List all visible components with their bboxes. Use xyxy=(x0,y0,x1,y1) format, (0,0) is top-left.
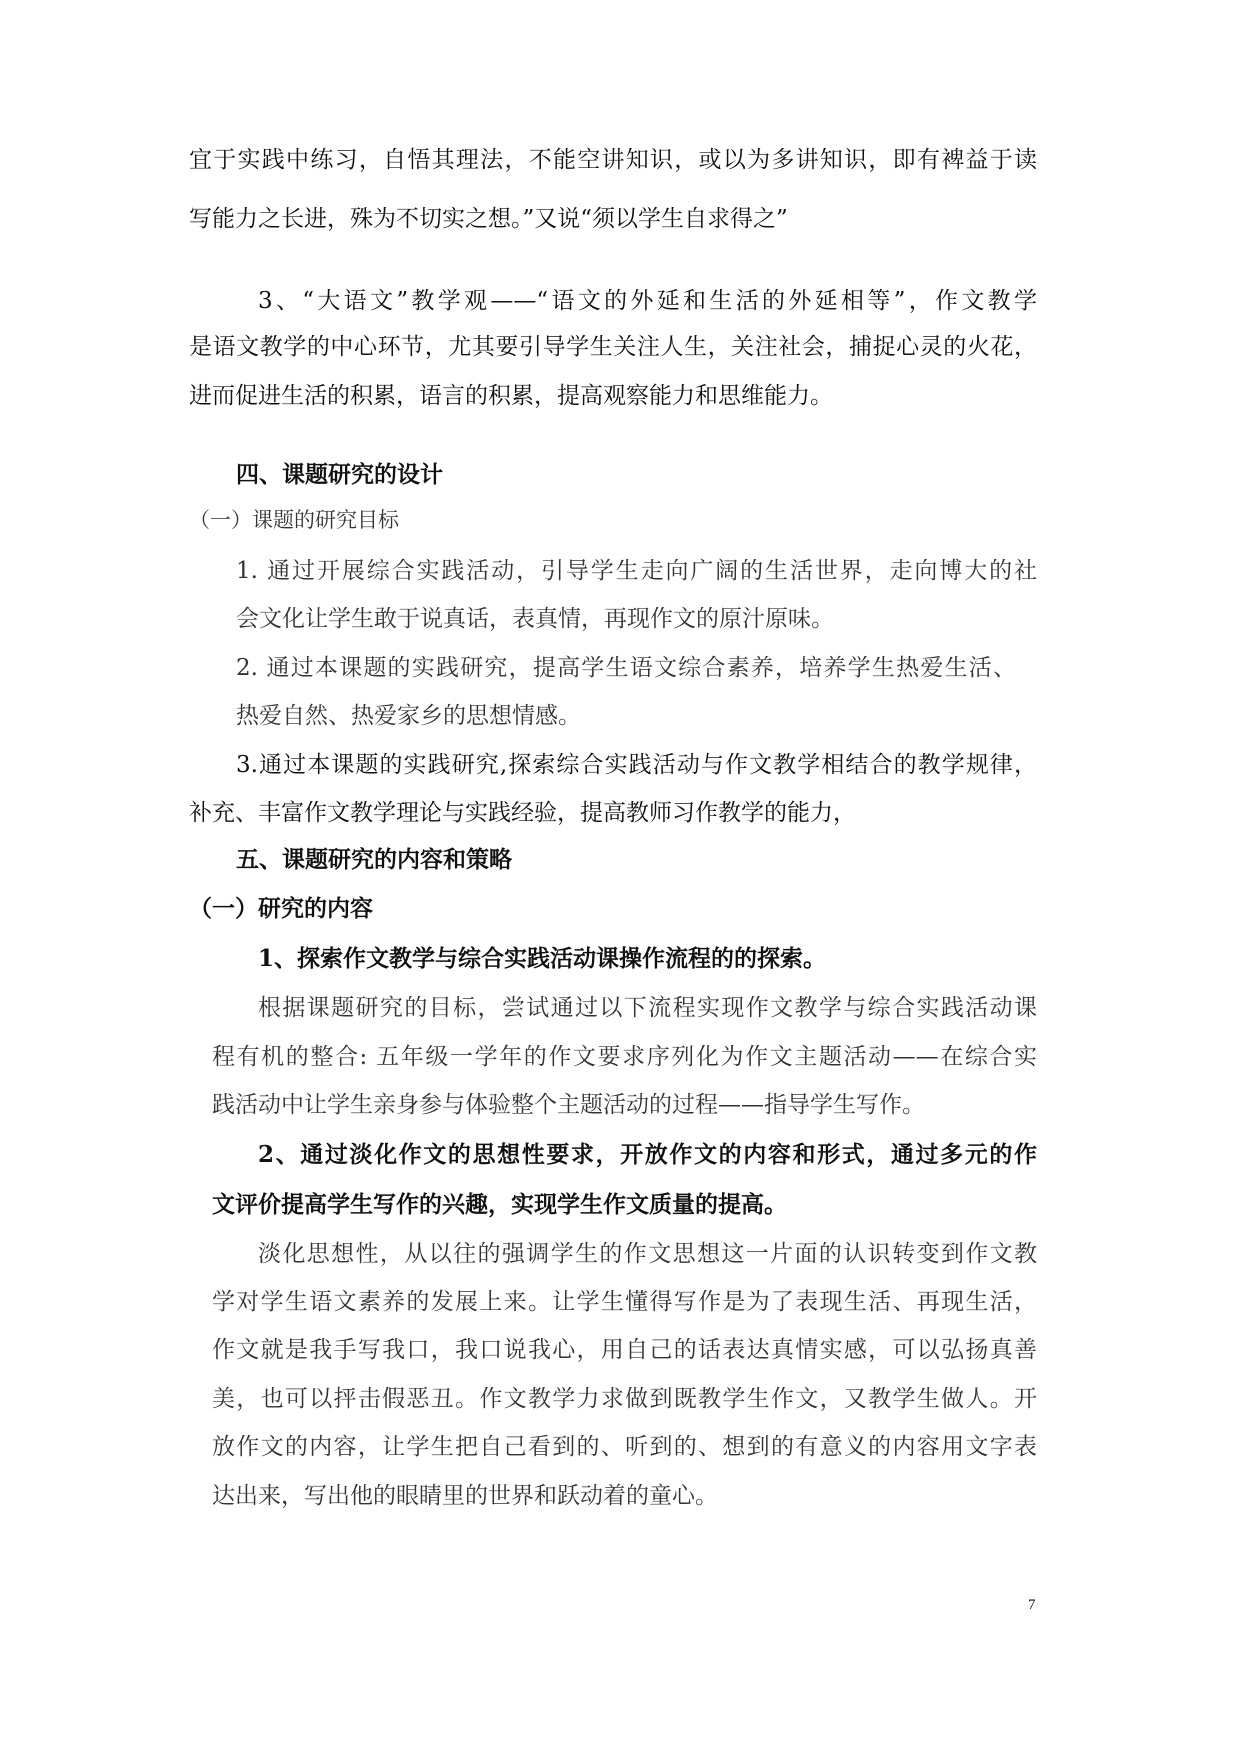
body-text-line: 作文就是我手写我口，我口说我心，用自己的话表达真情实感，可以弘扬真善 xyxy=(212,1337,1037,1363)
item-heading: 文评价提高学生写作的兴趣，实现学生作文质量的提高。 xyxy=(212,1191,787,1218)
body-text-line: 写能力之长进，殊为不切实之想。”又说“须以学生自求得之” xyxy=(189,206,788,232)
body-text-line: 宜于实践中练习，自悟其理法，不能空讲知识，或以为多讲知识，即有裨益于读 xyxy=(189,147,1037,173)
body-text-line: 进而促进生活的积累，语言的积累，提高观察能力和思维能力。 xyxy=(189,383,833,409)
goal-line: 会文化让学生敢于说真话，表真情，再现作文的原汁原味。 xyxy=(236,606,834,632)
goal-line: 热爱自然、热爱家乡的思想情感。 xyxy=(236,703,581,729)
body-text-line: 程有机的整合: 五年级一学年的作文要求序列化为作文主题活动——在综合实 xyxy=(212,1044,1037,1070)
section-heading: 五、课题研究的内容和策略 xyxy=(236,846,512,873)
body-text-line: 根据课题研究的目标，尝试通过以下流程实现作文教学与综合实践活动课 xyxy=(258,995,1037,1021)
body-text-line: 3、“大语文”教学观——“语文的外延和生活的外延相等”，作文教学 xyxy=(258,288,1037,314)
body-text-line: 是语文教学的中心环节，尤其要引导学生关注人生，关注社会，捕捉心灵的火花， xyxy=(189,334,1037,360)
body-text-line: 达出来，写出他的眼睛里的世界和跃动着的童心。 xyxy=(212,1483,718,1509)
page-number: 7 xyxy=(1028,1597,1036,1613)
item-heading: 1、探索作文教学与综合实践活动课操作流程的的探索。 xyxy=(258,945,827,972)
subsection-heading: （一）研究的内容 xyxy=(189,895,373,922)
body-text-line: 放作文的内容，让学生把自己看到的、听到的、想到的有意义的内容用文字表 xyxy=(212,1434,1037,1460)
goal-line: 补充、丰富作文教学理论与实践经验，提高教师习作教学的能力， xyxy=(189,800,856,826)
body-text-line: 学对学生语文素养的发展上来。让学生懂得写作是为了表现生活、再现生活， xyxy=(212,1289,1037,1315)
goal-line: 2. 通过本课题的实践研究，提高学生语文综合素养，培养学生热爱生活、 xyxy=(236,655,1016,681)
body-text-line: 践活动中让学生亲身参与体验整个主题活动的过程——指导学生写作。 xyxy=(212,1092,925,1118)
goal-line: 1. 通过开展综合实践活动，引导学生走向广阔的生活世界，走向博大的社 xyxy=(236,558,1037,584)
goal-line: 3.通过本课题的实践研究,探索综合实践活动与作文教学相结合的教学规律， xyxy=(236,752,1037,778)
section-heading: 四、课题研究的设计 xyxy=(236,461,443,488)
body-text-line: 美，也可以抨击假恶丑。作文教学力求做到既教学生作文，又教学生做人。开 xyxy=(212,1386,1037,1412)
subsection-heading: （一）课题的研究目标 xyxy=(189,508,399,532)
item-heading: 2、通过淡化作文的思想性要求，开放作文的内容和形式，通过多元的作 xyxy=(258,1141,1037,1168)
body-text-line: 淡化思想性，从以往的强调学生的作文思想这一片面的认识转变到作文教 xyxy=(258,1241,1037,1267)
